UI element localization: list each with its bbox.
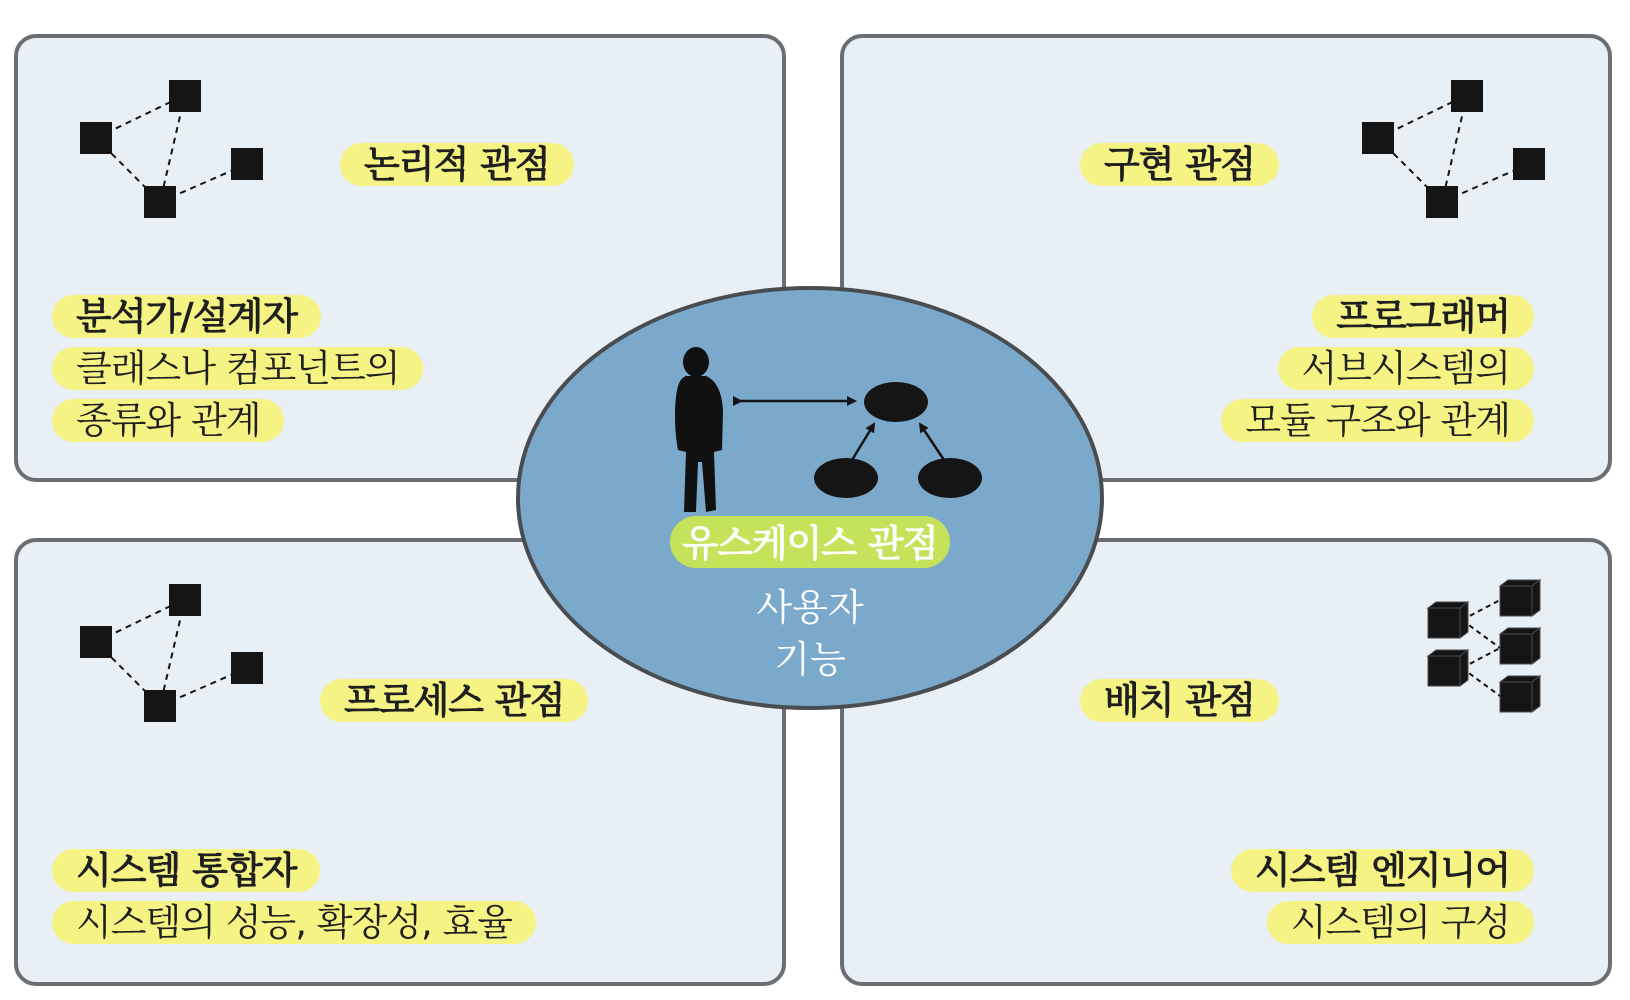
implementation-node-network-icon — [1362, 80, 1545, 218]
usecase-view-title: 유스케이스 관점 — [682, 522, 938, 565]
deployment-view-desc: 시스템의 구성 — [1267, 898, 1510, 948]
implementation-view-title: 구현 관점 — [1104, 140, 1279, 190]
process-view-role: 시스템 통합자 — [76, 846, 320, 896]
usecase-view-line-2: 기능 — [774, 638, 846, 681]
usecase-view-line-1: 사용자 — [756, 586, 864, 629]
process-view-title: 프로세스 관점 — [344, 676, 588, 726]
logical-view-desc-1: 클래스나 컴포넌트의 — [76, 344, 423, 394]
logical-view-desc-2: 종류와 관계 — [76, 396, 284, 446]
logical-view-title: 논리적 관점 — [364, 140, 574, 190]
implementation-view-role: 프로그래머 — [1312, 292, 1510, 342]
implementation-view-desc-2: 모듈 구조와 관계 — [1221, 396, 1510, 446]
implementation-view-desc-1: 서브시스템의 — [1278, 344, 1510, 394]
process-view-desc: 시스템의 성능, 확장성, 효율 — [76, 898, 536, 948]
deployment-view-role: 시스템 엔지니어 — [1231, 846, 1510, 896]
deployment-view-title: 배치 관점 — [1104, 676, 1279, 726]
logical-view-role: 분석가/설계자 — [76, 292, 321, 342]
process-node-network-icon — [80, 584, 263, 722]
logical-node-network-icon — [80, 80, 263, 218]
deployment-cube-cluster-icon — [1428, 580, 1540, 712]
